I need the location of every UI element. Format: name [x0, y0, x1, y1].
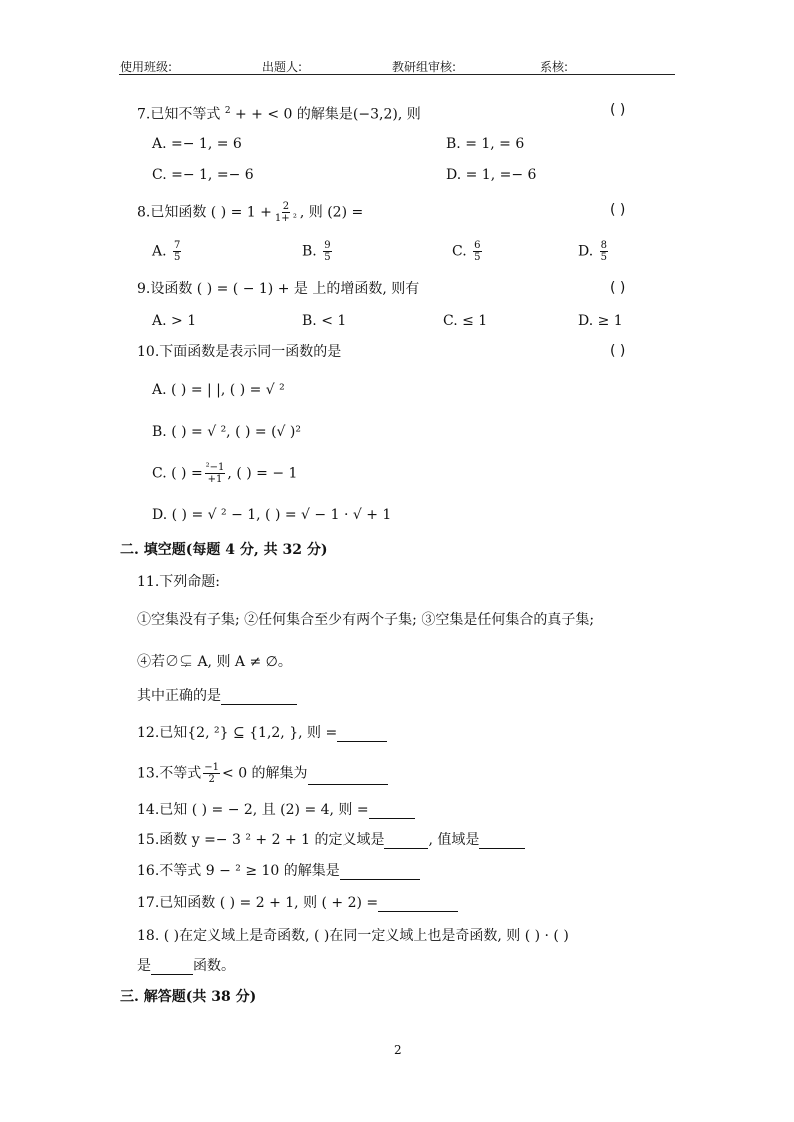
- q8-option-c: C. $\frac{6}{5}$: [452, 240, 481, 263]
- q10-option-b: B. ( ) = √ ², ( ) = (√ )²: [152, 424, 301, 440]
- q11-line2: ④若∅⊊ A, 则 A ≠ ∅。: [137, 654, 292, 670]
- q9-option-a: A. > 1: [152, 313, 197, 329]
- answer-blank: [378, 897, 458, 912]
- q8-stem: 8.已知函数 ( ) = 1 + $\frac{2}{\text{1+ ²}}$ , 则 (2) =: [137, 201, 364, 224]
- q10-option-a: A. ( ) = | |, ( ) = √ ²: [152, 382, 285, 398]
- q15: 15.函数 y =− 3 ² + 2 + 1 的定义域是 , 值域是: [137, 831, 525, 849]
- answer-blank: [221, 690, 297, 705]
- q11-line1: ①空集没有子集; ②任何集合至少有两个子集; ③空集是任何集合的真子集;: [137, 612, 595, 628]
- q7-option-b: B. = 1, = 6: [446, 136, 525, 152]
- q18-line1: 18. ( )在定义域上是奇函数, ( )在同一定义域上也是奇函数, 则 ( ) · ( ): [137, 928, 569, 944]
- q8-option-a: A. $\frac{7}{5}$: [152, 240, 181, 263]
- q12: 12.已知{2, ²} ⊆ {1,2, }, 则 =: [137, 724, 387, 742]
- q10-option-c: C. ( ) = $\frac{\text{²−1}}{+1}$ , ( ) = − 1: [152, 462, 298, 485]
- class-label: 使用班级:: [120, 60, 173, 74]
- q17: 17.已知函数 ( ) = 2 + 1, 则 ( + 2) =: [137, 894, 458, 912]
- page-number: 2: [394, 1043, 402, 1057]
- q18-line2: 是 函数。: [137, 958, 235, 974]
- q9-option-c: C. ≤ 1: [443, 313, 488, 329]
- answer-blank: [340, 865, 420, 880]
- q7-option-a: A. =− 1, = 6: [152, 136, 242, 152]
- q9-answer-paren: ( ): [610, 280, 626, 296]
- answer-blank: [384, 834, 428, 849]
- section-3-title: 三. 解答题(共 38 分): [120, 989, 257, 1005]
- author-label: 出题人:: [262, 60, 303, 74]
- header-rule: [119, 74, 675, 75]
- answer-blank: [151, 960, 193, 975]
- q8-fraction: $\frac{2}{\text{1+ ²}}$: [274, 201, 297, 224]
- q7-option-c: C. =− 1, =− 6: [152, 167, 254, 183]
- answer-blank: [337, 727, 387, 742]
- q8-option-d: D. $\frac{8}{5}$: [578, 240, 608, 263]
- section-2-title: 二. 填空题(每题 4 分, 共 32 分): [120, 542, 328, 558]
- q10-stem: 10.下面函数是表示同一函数的是: [137, 344, 342, 360]
- answer-blank: [479, 834, 525, 849]
- q13: 13.不等式 $\frac{-1}{2}$ < 0 的解集为: [137, 762, 388, 785]
- q8-option-b: B. $\frac{9}{5}$: [302, 240, 331, 263]
- q10-option-d: D. ( ) = √ ² − 1, ( ) = √ − 1 · √ + 1: [152, 507, 392, 523]
- q11-line3: 其中正确的是: [137, 687, 297, 705]
- dept-label: 系核:: [540, 60, 569, 74]
- answer-blank: [308, 770, 388, 785]
- q9-stem: 9.设函数 ( ) = ( − 1) + 是 上的增函数, 则有: [137, 281, 420, 297]
- q9-option-d: D. ≥ 1: [578, 313, 623, 329]
- answer-blank: [369, 804, 415, 819]
- q10-answer-paren: ( ): [610, 343, 626, 359]
- q7-stem: 7.已知不等式 $^2$ + + < 0 的解集是(−3,2), 则: [137, 106, 421, 123]
- q9-option-b: B. < 1: [302, 313, 347, 329]
- review-label: 教研组审核:: [392, 60, 457, 74]
- q7-option-d: D. = 1, =− 6: [446, 167, 537, 183]
- q14: 14.已知 ( ) = − 2, 且 (2) = 4, 则 =: [137, 801, 415, 819]
- q11-stem: 11.下列命题:: [137, 574, 220, 590]
- q7-answer-paren: ( ): [610, 102, 626, 118]
- q16: 16.不等式 9 − ² ≥ 10 的解集是: [137, 862, 420, 880]
- q8-answer-paren: ( ): [610, 202, 626, 218]
